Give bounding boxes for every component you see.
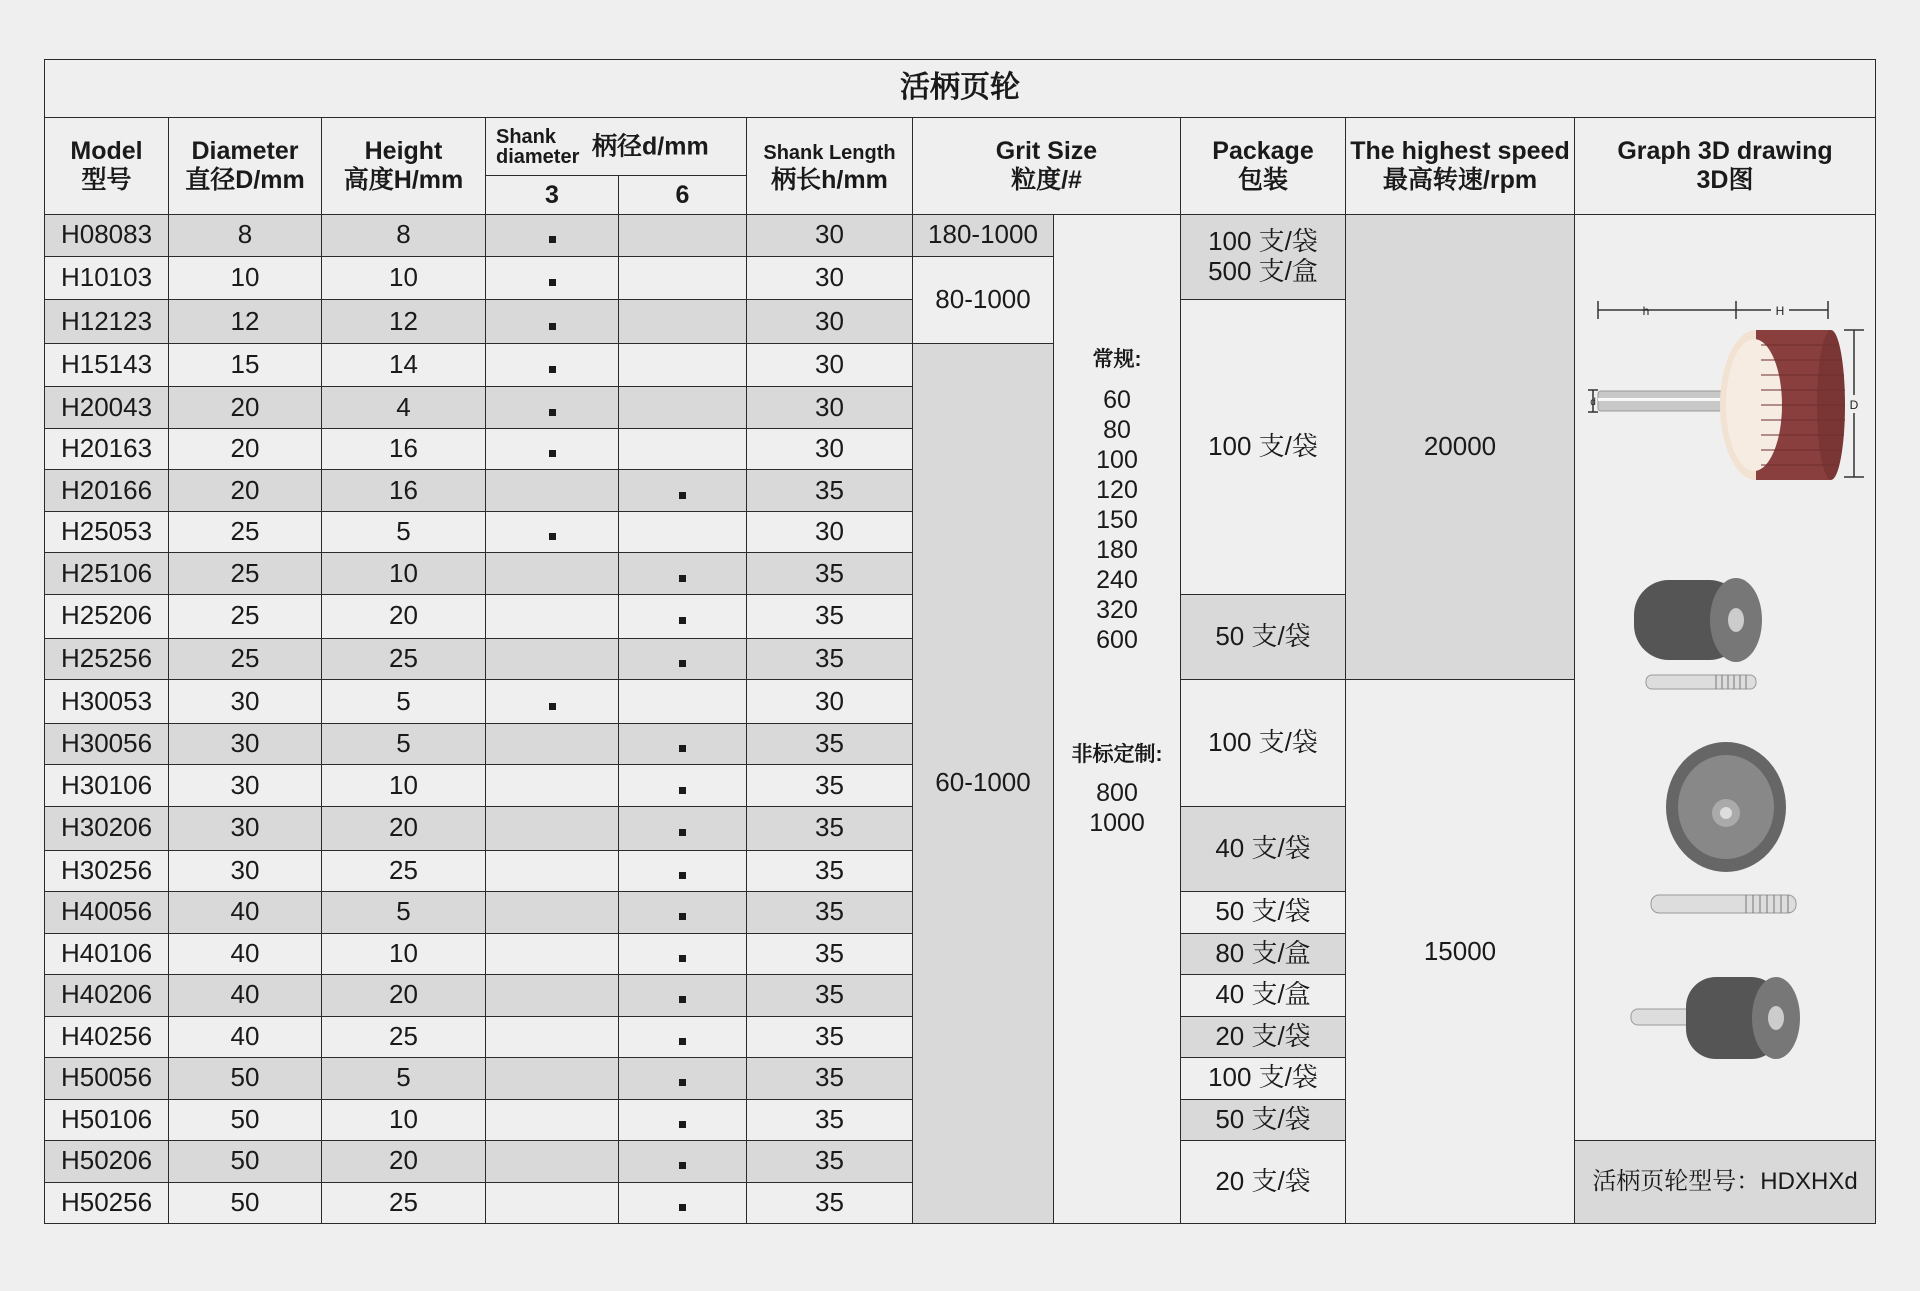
table-row: [45, 215, 1876, 257]
cell-diameter: 50: [169, 1141, 322, 1183]
cell-shank-length: 30: [747, 387, 913, 429]
cell-shank-3: [486, 680, 619, 724]
cell-package: 50 支/袋: [1181, 594, 1346, 679]
cell-height: 5: [322, 1058, 486, 1100]
cell-height: 20: [322, 975, 486, 1017]
check-mark-icon: [549, 366, 556, 373]
cell-shank-3: [486, 470, 619, 512]
cell-shank-3: [486, 975, 619, 1017]
cell-model: H25106: [45, 553, 169, 595]
grit-list: 常规: 60 80 100 120 150 180 240 320 600 非标定制: 800 1000: [1071, 348, 1163, 837]
model-naming-note: 活柄页轮型号：HDXHXd: [1575, 1141, 1876, 1224]
check-mark-icon: [679, 575, 686, 582]
cell-diameter: 40: [169, 1016, 322, 1058]
cell-shank-3: [486, 723, 619, 765]
cell-model: H20043: [45, 387, 169, 429]
product-spec-table: [44, 59, 1876, 1224]
cell-package: 100 支/袋 500 支/盒: [1181, 215, 1346, 300]
cell-shank-6: [619, 1058, 747, 1100]
cell-shank-3: [486, 806, 619, 850]
check-mark-icon: [549, 703, 556, 710]
check-mark-icon: [549, 323, 556, 330]
cell-shank-6: [619, 553, 747, 595]
header-height: Height 高度H/mm: [322, 118, 486, 215]
cell-shank-3: [486, 300, 619, 344]
cell-shank-3: [486, 850, 619, 892]
cell-shank-3: [486, 892, 619, 934]
cell-height: 25: [322, 1182, 486, 1224]
label-D: D: [1849, 398, 1858, 412]
cell-shank-length: 35: [747, 1182, 913, 1224]
cell-model: H40106: [45, 933, 169, 975]
cell-height: 10: [322, 933, 486, 975]
cell-model: H50106: [45, 1099, 169, 1141]
header-shank-diameter: Shank diameter 柄径d/mm: [486, 118, 747, 176]
cell-diameter: 40: [169, 933, 322, 975]
cell-3d-drawing: [1575, 215, 1876, 1141]
flap-wheel-image-2: [1651, 742, 1796, 913]
table-title: 活柄页轮: [45, 60, 1876, 118]
cell-model: H30053: [45, 680, 169, 724]
cell-grit-range: 180-1000: [913, 215, 1054, 257]
cell-model: H20163: [45, 428, 169, 470]
cell-shank-length: 30: [747, 680, 913, 724]
cell-height: 25: [322, 850, 486, 892]
cell-shank-6: [619, 933, 747, 975]
cell-shank-length: 35: [747, 1016, 913, 1058]
cell-diameter: 30: [169, 806, 322, 850]
cell-shank-6: [619, 1016, 747, 1058]
cell-package: 20 支/袋: [1181, 1141, 1346, 1224]
cell-model: H25256: [45, 638, 169, 680]
cell-shank-3: [486, 594, 619, 638]
cell-shank-length: 30: [747, 511, 913, 553]
cell-diameter: 25: [169, 638, 322, 680]
cell-shank-length: 35: [747, 1058, 913, 1100]
cell-shank-3: [486, 638, 619, 680]
cell-shank-6: [619, 256, 747, 300]
cell-shank-6: [619, 387, 747, 429]
header-shank-length: Shank Length 柄长h/mm: [747, 118, 913, 215]
cell-package: 100 支/袋: [1181, 300, 1346, 595]
cell-model: H10103: [45, 256, 169, 300]
cell-speed: 15000: [1346, 680, 1575, 1224]
cell-shank-6: [619, 594, 747, 638]
check-mark-icon: [679, 1038, 686, 1045]
check-mark-icon: [679, 1121, 686, 1128]
cell-shank-length: 35: [747, 806, 913, 850]
check-mark-icon: [549, 236, 556, 243]
cell-shank-length: 30: [747, 343, 913, 387]
cell-shank-length: 35: [747, 638, 913, 680]
flap-wheel-image-1: [1634, 578, 1762, 689]
cell-shank-length: 35: [747, 470, 913, 512]
cell-diameter: 30: [169, 680, 322, 724]
cell-shank-length: 35: [747, 594, 913, 638]
cell-diameter: 40: [169, 892, 322, 934]
check-mark-icon: [679, 787, 686, 794]
cell-shank-3: [486, 553, 619, 595]
cell-shank-3: [486, 215, 619, 257]
cell-diameter: 8: [169, 215, 322, 257]
cell-diameter: 30: [169, 723, 322, 765]
cell-height: 20: [322, 1141, 486, 1183]
cell-height: 12: [322, 300, 486, 344]
cell-height: 10: [322, 765, 486, 807]
cell-height: 5: [322, 892, 486, 934]
cell-model: H40056: [45, 892, 169, 934]
check-mark-icon: [679, 1162, 686, 1169]
cell-speed: 20000: [1346, 215, 1575, 680]
cell-diameter: 12: [169, 300, 322, 344]
cell-model: H25206: [45, 594, 169, 638]
cell-shank-6: [619, 1182, 747, 1224]
cell-package: 100 支/袋: [1181, 680, 1346, 807]
cell-height: 5: [322, 723, 486, 765]
cell-height: 4: [322, 387, 486, 429]
cell-package: 20 支/袋: [1181, 1016, 1346, 1058]
cell-diameter: 50: [169, 1182, 322, 1224]
header-shank-6: 6: [619, 176, 747, 215]
cell-shank-length: 30: [747, 256, 913, 300]
cell-model: H12123: [45, 300, 169, 344]
label-d: d: [1589, 397, 1596, 408]
cell-diameter: 25: [169, 511, 322, 553]
header-diameter: Diameter 直径D/mm: [169, 118, 322, 215]
cell-shank-3: [486, 387, 619, 429]
cell-shank-3: [486, 933, 619, 975]
cell-shank-6: [619, 638, 747, 680]
cell-model: H30056: [45, 723, 169, 765]
cell-diameter: 40: [169, 975, 322, 1017]
cell-shank-6: [619, 765, 747, 807]
cell-shank-6: [619, 680, 747, 724]
cell-diameter: 15: [169, 343, 322, 387]
cell-shank-length: 35: [747, 1141, 913, 1183]
cell-shank-6: [619, 470, 747, 512]
cell-height: 16: [322, 428, 486, 470]
cell-height: 20: [322, 806, 486, 850]
cell-shank-length: 35: [747, 723, 913, 765]
cell-package: 50 支/袋: [1181, 892, 1346, 934]
cell-shank-3: [486, 1141, 619, 1183]
cell-height: 8: [322, 215, 486, 257]
cell-diameter: 30: [169, 850, 322, 892]
cell-shank-6: [619, 215, 747, 257]
cell-shank-length: 35: [747, 850, 913, 892]
cell-shank-6: [619, 1099, 747, 1141]
cell-model: H30106: [45, 765, 169, 807]
cell-shank-6: [619, 428, 747, 470]
check-mark-icon: [679, 492, 686, 499]
cell-model: H50206: [45, 1141, 169, 1183]
check-mark-icon: [549, 279, 556, 286]
cell-shank-3: [486, 765, 619, 807]
cell-shank-6: [619, 892, 747, 934]
cell-shank-length: 30: [747, 428, 913, 470]
cell-model: H08083: [45, 215, 169, 257]
cell-height: 14: [322, 343, 486, 387]
cell-shank-3: [486, 1016, 619, 1058]
check-mark-icon: [679, 829, 686, 836]
check-mark-icon: [679, 1204, 686, 1211]
cell-diameter: 50: [169, 1099, 322, 1141]
header-drawing: Graph 3D drawing 3D图: [1575, 118, 1876, 215]
check-mark-icon: [679, 660, 686, 667]
cell-grit-range: 60-1000: [913, 343, 1054, 1223]
check-mark-icon: [679, 996, 686, 1003]
cell-package: 50 支/袋: [1181, 1099, 1346, 1141]
cell-shank-6: [619, 511, 747, 553]
cell-package: 80 支/盒: [1181, 933, 1346, 975]
check-mark-icon: [679, 872, 686, 879]
header-model: Model 型号: [45, 118, 169, 215]
cell-model: H25053: [45, 511, 169, 553]
check-mark-icon: [679, 913, 686, 920]
cell-diameter: 50: [169, 1058, 322, 1100]
cell-package: 40 支/袋: [1181, 806, 1346, 891]
check-mark-icon: [679, 617, 686, 624]
cell-height: 5: [322, 680, 486, 724]
cell-diameter: 20: [169, 470, 322, 512]
cell-diameter: 10: [169, 256, 322, 300]
flap-wheel-dimension-drawing: [1576, 215, 1875, 1140]
cell-diameter: 20: [169, 428, 322, 470]
label-H: H: [1775, 304, 1784, 318]
cell-diameter: 30: [169, 765, 322, 807]
cell-shank-length: 35: [747, 892, 913, 934]
check-mark-icon: [679, 955, 686, 962]
cell-diameter: 25: [169, 553, 322, 595]
cell-height: 16: [322, 470, 486, 512]
cell-height: 10: [322, 1099, 486, 1141]
cell-shank-length: 35: [747, 1099, 913, 1141]
cell-grit-list: [1054, 215, 1181, 1224]
cell-shank-length: 35: [747, 553, 913, 595]
cell-shank-length: 35: [747, 933, 913, 975]
cell-height: 10: [322, 553, 486, 595]
cell-shank-3: [486, 343, 619, 387]
cell-shank-6: [619, 975, 747, 1017]
cell-height: 20: [322, 594, 486, 638]
cell-shank-6: [619, 343, 747, 387]
header-package: Package 包装: [1181, 118, 1346, 215]
cell-model: H15143: [45, 343, 169, 387]
header-grit: Grit Size 粒度/#: [913, 118, 1181, 215]
cell-shank-6: [619, 300, 747, 344]
cell-height: 10: [322, 256, 486, 300]
cell-shank-6: [619, 806, 747, 850]
cell-shank-6: [619, 1141, 747, 1183]
cell-model: H50056: [45, 1058, 169, 1100]
cell-shank-3: [486, 428, 619, 470]
cell-shank-3: [486, 511, 619, 553]
header-speed: The highest speed 最高转速/rpm: [1346, 118, 1575, 215]
cell-height: 5: [322, 511, 486, 553]
cell-diameter: 20: [169, 387, 322, 429]
cell-package: 100 支/袋: [1181, 1058, 1346, 1100]
check-mark-icon: [549, 409, 556, 416]
cell-model: H30206: [45, 806, 169, 850]
cell-height: 25: [322, 1016, 486, 1058]
label-h: h: [1642, 304, 1649, 318]
cell-model: H50256: [45, 1182, 169, 1224]
cell-model: H40206: [45, 975, 169, 1017]
cell-model: H40256: [45, 1016, 169, 1058]
cell-shank-length: 35: [747, 765, 913, 807]
check-mark-icon: [549, 450, 556, 457]
header-shank-3: 3: [486, 176, 619, 215]
cell-shank-length: 30: [747, 215, 913, 257]
cell-shank-3: [486, 256, 619, 300]
cell-shank-length: 30: [747, 300, 913, 344]
drawing-images: [1575, 215, 1875, 1140]
cell-shank-6: [619, 723, 747, 765]
cell-shank-6: [619, 850, 747, 892]
flap-wheel-image-3: [1631, 977, 1800, 1059]
cell-grit-range: 80-1000: [913, 256, 1054, 343]
cell-shank-3: [486, 1058, 619, 1100]
cell-shank-3: [486, 1182, 619, 1224]
cell-shank-3: [486, 1099, 619, 1141]
check-mark-icon: [549, 533, 556, 540]
check-mark-icon: [679, 745, 686, 752]
cell-height: 25: [322, 638, 486, 680]
cell-diameter: 25: [169, 594, 322, 638]
cell-model: H20166: [45, 470, 169, 512]
cell-shank-length: 35: [747, 975, 913, 1017]
check-mark-icon: [679, 1079, 686, 1086]
cell-package: 40 支/盒: [1181, 975, 1346, 1017]
cell-model: H30256: [45, 850, 169, 892]
